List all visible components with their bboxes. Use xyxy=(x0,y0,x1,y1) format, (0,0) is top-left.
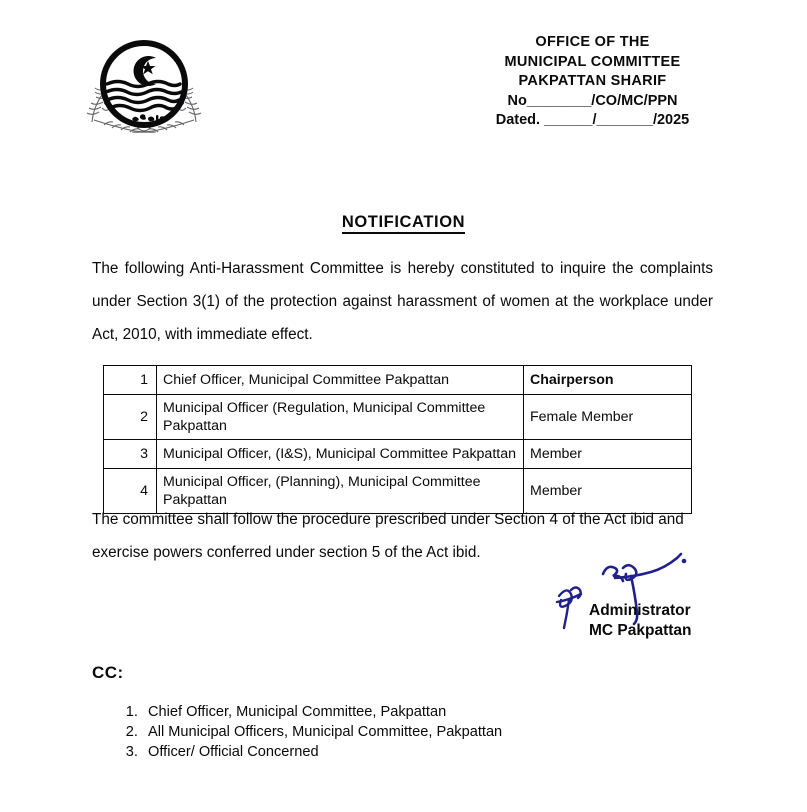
row-designation: Municipal Officer (Regulation, Municipal Committee Pakpattan xyxy=(157,395,524,440)
table-row xyxy=(104,440,692,469)
government-of-punjab-emblem xyxy=(78,22,210,147)
page-title-text: NOTIFICATION xyxy=(342,213,465,234)
cc-list xyxy=(112,702,502,762)
row-serial-number: 1 xyxy=(104,366,157,395)
list-item: 3. Officer/ Official Concerned xyxy=(142,742,502,762)
row-designation: Chief Officer, Municipal Committee Pakpattan xyxy=(157,366,524,395)
intro-paragraph: The following Anti-Harassment Committee is hereby constituted to inquire the complaints under Section 3(1) of the protection against harassment of women at the workplace under Act, 2010, with immediate effect. xyxy=(92,260,713,343)
table-row xyxy=(104,395,692,440)
office-line-1: OFFICE OF THE xyxy=(535,34,650,50)
row-role: Chairperson xyxy=(524,366,692,395)
row-designation: Municipal Officer, (Planning), Municipal Committee Pakpattan xyxy=(157,469,524,514)
office-address-block xyxy=(455,33,730,131)
page-title xyxy=(0,213,807,232)
row-designation: Municipal Officer, (I&S), Municipal Committee Pakpattan xyxy=(157,440,524,469)
row-role: Member xyxy=(524,440,692,469)
signatory-title: Administrator xyxy=(589,602,691,619)
signatory-block xyxy=(589,601,692,641)
reference-number-line: No________/CO/MC/PPN xyxy=(507,92,678,109)
closing-paragraph: The committee shall follow the procedure prescribed under Section 4 of the Act ibid and exercise powers conferred under section 5 of the Act ibid. xyxy=(92,511,684,561)
office-line-2: MUNICIPAL COMMITTEE xyxy=(504,53,681,70)
row-serial-number: 2 xyxy=(104,395,157,440)
row-serial-number: 4 xyxy=(104,469,157,514)
row-role: Female Member xyxy=(524,395,692,440)
list-item: 1. Chief Officer, Municipal Committee, Pakpattan xyxy=(142,702,502,722)
committee-members-table xyxy=(103,365,692,514)
list-item: 2. All Municipal Officers, Municipal Committee, Pakpattan xyxy=(142,722,502,742)
dated-line: Dated. ______/_______/2025 xyxy=(495,112,690,128)
cc-heading: CC: xyxy=(92,663,124,682)
table-row xyxy=(104,366,692,395)
row-serial-number: 3 xyxy=(104,440,157,469)
signatory-office: MC Pakpattan xyxy=(589,622,692,639)
office-line-3: PAKPATTAN SHARIF xyxy=(518,73,667,89)
handwritten-initial-mark-icon xyxy=(553,576,593,636)
document-header xyxy=(0,0,807,160)
row-role: Member xyxy=(524,469,692,514)
